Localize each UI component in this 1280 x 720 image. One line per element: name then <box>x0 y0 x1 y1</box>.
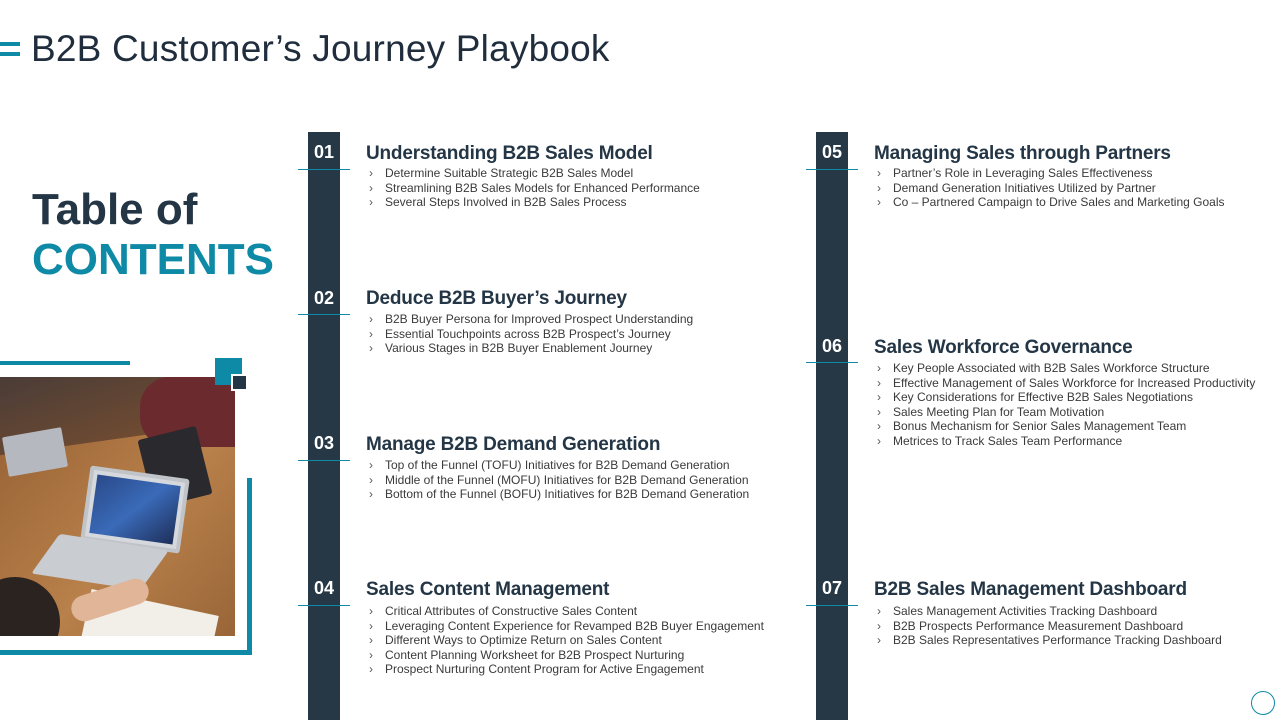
photo-frame <box>0 650 252 655</box>
section-number: 01 <box>313 142 335 162</box>
list-item: › Top of the Funnel (TOFU) Initiatives for B2B Demand Generation <box>367 458 749 473</box>
list-item: › Middle of the Funnel (MOFU) Initiatives for B2B Demand Generation <box>367 473 749 488</box>
section-number: 04 <box>313 578 335 598</box>
list-item: › Key People Associated with B2B Sales Workforce Structure <box>875 361 1255 376</box>
section-number: 06 <box>821 336 843 356</box>
section-tick <box>298 460 350 461</box>
list-item: › Effective Management of Sales Workforce for Increased Productivity <box>875 376 1255 391</box>
section-items <box>367 458 749 502</box>
photo-frame <box>247 478 252 655</box>
title-accent-bar <box>0 52 20 56</box>
section-items <box>367 312 693 356</box>
list-item: › Key Considerations for Effective B2B Sales Negotiations <box>875 390 1255 405</box>
list-item: › Demand Generation Initiatives Utilized by Partner <box>875 181 1225 196</box>
section-items <box>367 166 700 210</box>
section-number: 05 <box>821 142 843 162</box>
section-title: Understanding B2B Sales Model <box>366 143 653 164</box>
list-item: › Various Stages in B2B Buyer Enablement Journey <box>367 341 693 356</box>
meeting-photo <box>0 377 235 636</box>
list-item: › Partner’s Role in Leveraging Sales Effectiveness <box>875 166 1225 181</box>
list-item: › B2B Sales Representatives Performance Tracking Dashboard <box>875 633 1222 648</box>
toc-heading-line2: CONTENTS <box>32 235 274 284</box>
timeline-bar-right <box>816 132 848 720</box>
list-item: › Co – Partnered Campaign to Drive Sales and Marketing Goals <box>875 195 1225 210</box>
slide-title: B2B Customer’s Journey Playbook <box>31 28 610 69</box>
section-title: Managing Sales through Partners <box>874 143 1171 164</box>
section-tick <box>298 605 350 606</box>
list-item: › Determine Suitable Strategic B2B Sales Model <box>367 166 700 181</box>
section-tick <box>806 169 858 170</box>
list-item: › Content Planning Worksheet for B2B Prospect Nurturing <box>367 648 764 663</box>
section-tick <box>298 314 350 315</box>
section-tick <box>806 605 858 606</box>
section-title: Manage B2B Demand Generation <box>366 434 661 455</box>
list-item: › Sales Meeting Plan for Team Motivation <box>875 405 1255 420</box>
list-item: › Essential Touchpoints across B2B Prospect’s Journey <box>367 327 693 342</box>
list-item: › Critical Attributes of Constructive Sales Content <box>367 604 764 619</box>
section-title: Sales Workforce Governance <box>874 337 1133 358</box>
corner-circle-icon <box>1251 691 1275 715</box>
list-item: › Metrices to Track Sales Team Performance <box>875 434 1255 449</box>
list-item: › Sales Management Activities Tracking Dashboard <box>875 604 1222 619</box>
section-items <box>875 361 1255 448</box>
list-item: › Bonus Mechanism for Senior Sales Management Team <box>875 419 1255 434</box>
timeline-bar-left <box>308 132 340 720</box>
list-item: › Prospect Nurturing Content Program for Active Engagement <box>367 662 764 677</box>
toc-heading-line1: Table of <box>32 185 198 234</box>
title-accent-bar <box>0 42 20 46</box>
section-title: B2B Sales Management Dashboard <box>874 579 1187 600</box>
section-number: 02 <box>313 288 335 308</box>
section-items <box>875 166 1225 210</box>
list-item: › B2B Buyer Persona for Improved Prospect Understanding <box>367 312 693 327</box>
section-tick <box>806 362 858 363</box>
section-number: 07 <box>821 578 843 598</box>
section-tick <box>298 169 350 170</box>
list-item: › B2B Prospects Performance Measurement Dashboard <box>875 619 1222 634</box>
section-items <box>367 604 764 677</box>
section-title: Sales Content Management <box>366 579 610 600</box>
photo-accent-line <box>0 361 130 365</box>
list-item: › Several Steps Involved in B2B Sales Process <box>367 195 700 210</box>
list-item: › Different Ways to Optimize Return on Sales Content <box>367 633 764 648</box>
decorative-square <box>231 374 248 391</box>
section-title: Deduce B2B Buyer’s Journey <box>366 288 627 309</box>
list-item: › Leveraging Content Experience for Revamped B2B Buyer Engagement <box>367 619 764 634</box>
list-item: › Bottom of the Funnel (BOFU) Initiatives for B2B Demand Generation <box>367 487 749 502</box>
section-number: 03 <box>313 433 335 453</box>
section-items <box>875 604 1222 648</box>
list-item: › Streamlining B2B Sales Models for Enhanced Performance <box>367 181 700 196</box>
